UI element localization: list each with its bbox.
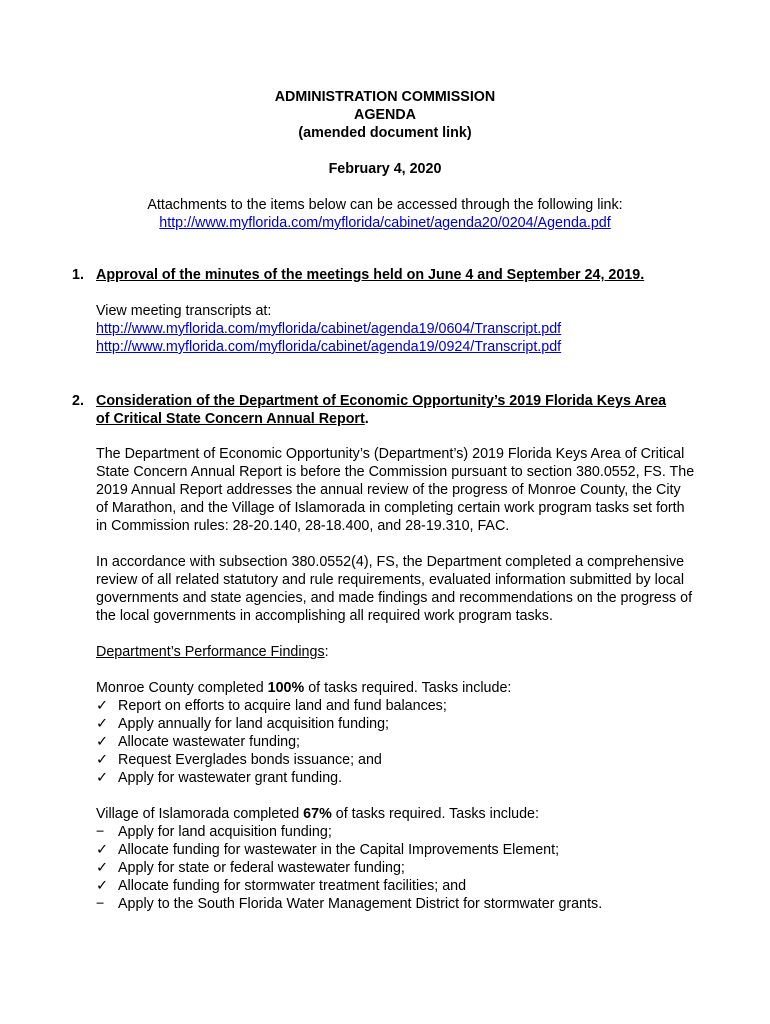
- monroe-task-list: [96, 697, 696, 787]
- list-item: [96, 733, 696, 751]
- task-text: Allocate funding for wastewater in the Capital Improvements Element;: [118, 842, 560, 858]
- paragraph-annual-report: The Department of Economic Opportunity’s (Department’s) 2019 Florida Keys Area of Critical State Concern Annual Report is before the Commission pursuant to section 380.0552, FS. The 2019 Annual Report addresses the annual review of the progress of Monroe County, the City of Marathon, and the Village of Islamorada in completing certain work program tasks set forth in Commission rules: 28-20.140, 28-18.400, and 28-19.310, FAC.: [96, 446, 695, 534]
- list-item: [96, 859, 696, 877]
- item-1-number: 1.: [72, 267, 84, 283]
- checkmark-icon: ✓: [96, 770, 108, 786]
- attachments-text: Attachments to the items below can be accessed through the following link:: [147, 197, 623, 213]
- dash-icon: −: [96, 824, 105, 840]
- list-item: [96, 715, 696, 733]
- task-text: Request Everglades bonds issuance; and: [118, 752, 382, 768]
- item-2-title: Consideration of the Department of Economic Opportunity’s 2019 Florida Keys Area of Critical State Concern Annual Report: [96, 393, 667, 427]
- transcript-link-june[interactable]: http://www.myflorida.com/myflorida/cabinet/agenda19/0604/Transcript.pdf: [96, 321, 562, 337]
- monroe-rest: of tasks required. Tasks include:: [304, 680, 512, 696]
- monroe-intro: Monroe County completed: [96, 680, 268, 696]
- view-transcripts-text: View meeting transcripts at:: [96, 303, 272, 319]
- task-text: Report on efforts to acquire land and fund balances;: [118, 698, 447, 714]
- attachments-link[interactable]: http://www.myflorida.com/myflorida/cabinet/agenda20/0204/Agenda.pdf: [159, 215, 611, 231]
- item-2-body: [96, 445, 696, 913]
- commission-title: ADMINISTRATION COMMISSION: [274, 89, 496, 105]
- paragraph-review: In accordance with subsection 380.0552(4), FS, the Department completed a comprehensive review of all related statutory and rule requirements, evaluated information submitted by local governments and state agencies, and made findings and recommendations on the progress of the local governments in accomplishing all required work program tasks.: [96, 554, 693, 624]
- item-1-body: [96, 302, 700, 356]
- list-item: [96, 877, 696, 895]
- checkmark-icon: ✓: [96, 698, 108, 714]
- monroe-percent: 100%: [267, 680, 305, 696]
- findings-heading: Department’s Performance Findings: [96, 644, 325, 660]
- checkmark-icon: ✓: [96, 860, 108, 876]
- task-text: Allocate wastewater funding;: [118, 734, 300, 750]
- islamorada-task-list: [96, 823, 696, 913]
- transcript-link-september[interactable]: http://www.myflorida.com/myflorida/cabinet/agenda19/0924/Transcript.pdf: [96, 339, 562, 355]
- item-2-number: 2.: [72, 393, 84, 409]
- islamorada-percent: 67%: [303, 806, 332, 822]
- monroe-summary: [96, 679, 696, 697]
- islamorada-rest: of tasks required. Tasks include:: [331, 806, 539, 822]
- checkmark-icon: ✓: [96, 752, 108, 768]
- findings-colon: :: [324, 644, 329, 660]
- islamorada-summary: [96, 805, 696, 823]
- item-1-title: Approval of the minutes of the meetings held on June 4 and September 24, 2019.: [96, 267, 645, 283]
- amended-note: (amended document link): [298, 125, 472, 141]
- task-text: Apply annually for land acquisition funding;: [118, 716, 390, 732]
- checkmark-icon: ✓: [96, 734, 108, 750]
- task-text: Apply to the South Florida Water Management District for stormwater grants.: [118, 896, 603, 912]
- item-2-heading: [72, 392, 672, 428]
- agenda-title: AGENDA: [354, 107, 416, 123]
- item-1-heading: [72, 266, 702, 284]
- list-item: [96, 697, 696, 715]
- agenda-header: [0, 88, 770, 232]
- task-text: Apply for state or federal wastewater funding;: [118, 860, 405, 876]
- item-2-title-period: .: [364, 411, 369, 427]
- agenda-date: February 4, 2020: [328, 161, 442, 177]
- checkmark-icon: ✓: [96, 878, 108, 894]
- dash-icon: −: [96, 896, 105, 912]
- task-text: Apply for wastewater grant funding.: [118, 770, 343, 786]
- checkmark-icon: ✓: [96, 842, 108, 858]
- task-text: Allocate funding for stormwater treatment facilities; and: [118, 878, 467, 894]
- list-item: [96, 769, 696, 787]
- list-item: [96, 841, 696, 859]
- list-item: [96, 823, 696, 841]
- list-item: [96, 751, 696, 769]
- task-text: Apply for land acquisition funding;: [118, 824, 332, 840]
- list-item: [96, 895, 696, 913]
- findings-heading-line: [96, 643, 696, 661]
- checkmark-icon: ✓: [96, 716, 108, 732]
- islamorada-intro: Village of Islamorada completed: [96, 806, 304, 822]
